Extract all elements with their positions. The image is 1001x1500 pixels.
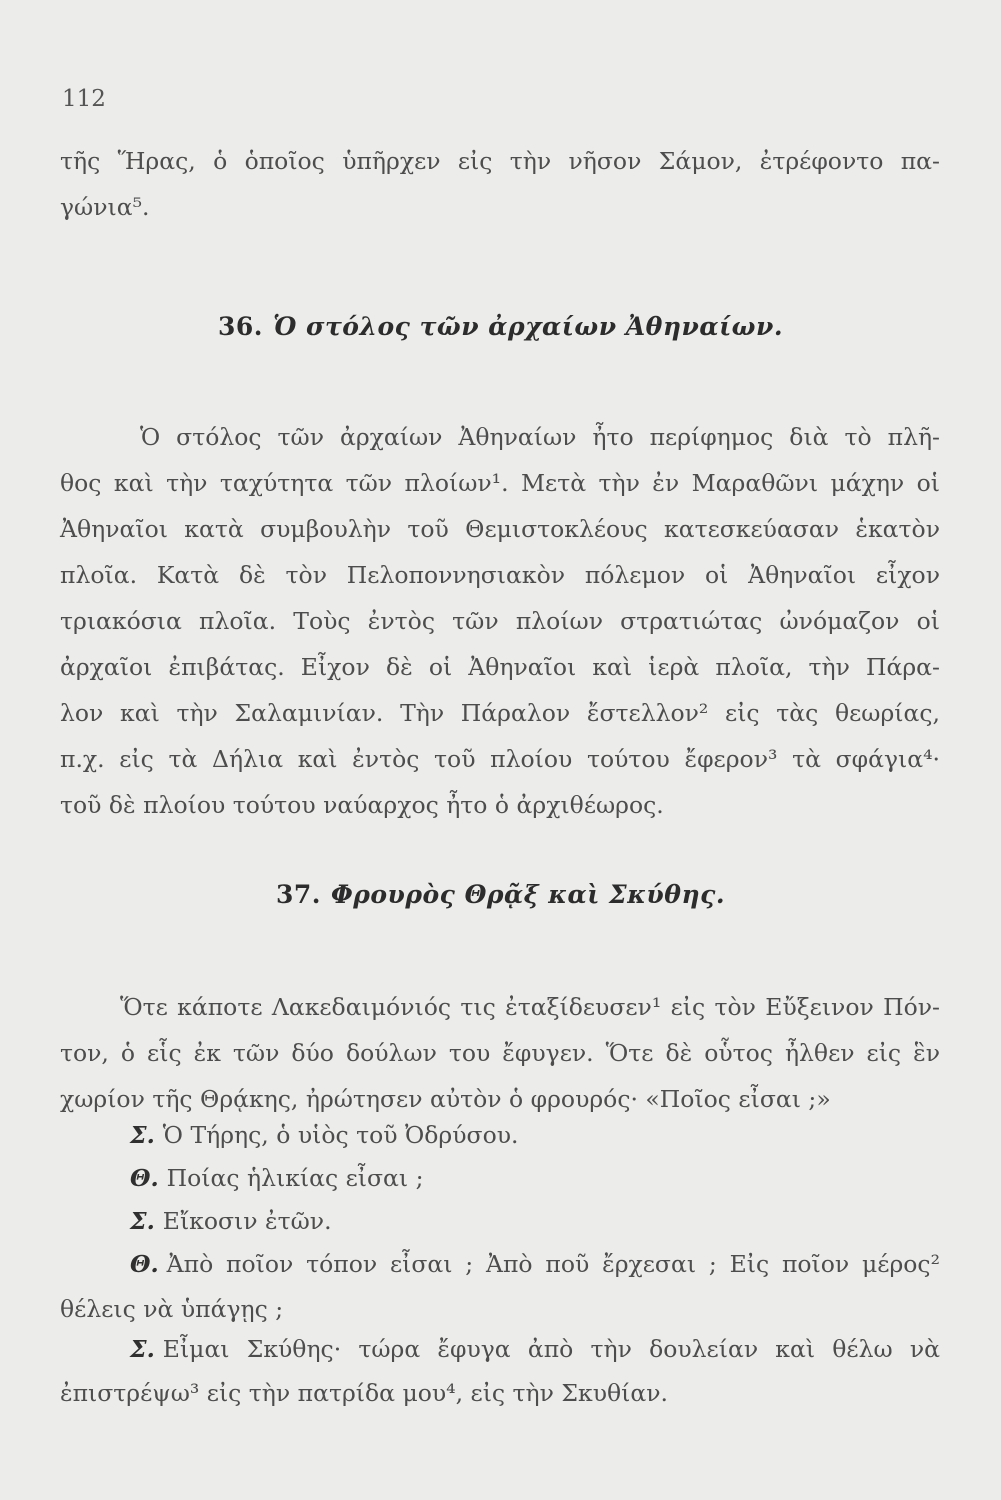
dialogue-line [130,1206,332,1236]
text-line: τοῦ δὲ πλοίου τούτου ναύαρχος ἦτο ὁ ἀρχιθέωρος. [60,791,664,819]
text-line: θος καὶ τὴν ταχύτητα τῶν πλοίων¹. Μετὰ τὴν ἐν Μαραθῶνι μάχην οἱ [60,469,940,497]
text-line: τριακόσια πλοῖα. Τοὺς ἐντὸς τῶν πλοίων στρατιώτας ὠνόμαζον οἱ [60,607,940,635]
dialogue-continuation: θέλεις νὰ ὑπάγῃς ; [60,1295,284,1323]
section-number: 37. [275,880,321,909]
section-title: Φρουρὸς Θρᾷξ καὶ Σκύθης. [330,880,726,909]
dialogue-text: Ἀπὸ ποῖον τόπον εἶσαι ; Ἀπὸ ποῦ ἔρχεσαι ; Εἰς ποῖον μέρος² [166,1250,940,1278]
section-heading-36 [0,312,1001,341]
text-line: Ὅτε κάποτε Λακεδαιμόνιός τις ἐταξίδευσεν¹ εἰς τὸν Εὔξεινον Πόν- [120,993,940,1021]
section-37-paragraph [60,992,940,1130]
dialogue-line [130,1163,424,1193]
text-line: Ὁ στόλος τῶν ἀρχαίων Ἀθηναίων ἦτο περίφημος διὰ τὸ πλῆ- [140,423,940,451]
dialogue-text: Εἴκοσιν ἐτῶν. [162,1207,332,1235]
dialogue-continuation: ἐπιστρέψω³ εἰς τὴν πατρίδα μου⁴, εἰς τὴν Σκυθίαν. [60,1379,668,1407]
text-line: τῆς Ἥρας, ὁ ὁποῖος ὑπῆρχεν εἰς τὴν νῆσον Σάμον, ἐτρέφοντο πα- [60,147,940,175]
section-36-paragraph [60,422,940,836]
section-number: 36. [217,312,263,341]
speaker-label: Σ. [130,1335,155,1363]
text-line: γώνια⁵. [60,193,150,221]
text-line: χωρίον τῆς Θρᾴκης, ἠρώτησεν αὐτὸν ὁ φρουρός· «Ποῖος εἶσαι ;» [60,1085,831,1113]
text-line: Ἀθηναῖοι κατὰ συμβουλὴν τοῦ Θεμιστοκλέους κατεσκεύασαν ἑκατὸν [60,515,940,543]
section-heading-37 [0,880,1001,909]
dialogue-line [130,1120,518,1150]
page-number: 112 [62,86,106,112]
dialogue-text: Ποίας ἡλικίας εἶσαι ; [166,1164,424,1192]
text-line: π.χ. εἰς τὰ Δήλια καὶ ἐντὸς τοῦ πλοίου τούτου ἔφερον³ τὰ σφάγια⁴· [60,745,940,773]
speaker-label: Θ. [130,1250,159,1278]
speaker-label: Σ. [130,1207,155,1235]
dialogue-line [130,1249,940,1279]
dialogue-text: Ὁ Τήρης, ὁ υἱὸς τοῦ Ὀδρύσου. [162,1121,519,1149]
text-line: ἀρχαῖοι ἐπιβάτας. Εἶχον δὲ οἱ Ἀθηναῖοι καὶ ἱερὰ πλοῖα, τὴν Πάρα- [60,653,940,681]
section-title: Ὁ στόλος τῶν ἀρχαίων Ἀθηναίων. [272,312,784,341]
speaker-label: Σ. [130,1121,155,1149]
text-line: τον, ὁ εἷς ἐκ τῶν δύο δούλων του ἔφυγεν. Ὅτε δὲ οὗτος ἦλθεν εἰς ἓν [60,1039,940,1067]
text-line: λον καὶ τὴν Σαλαμινίαν. Τὴν Πάραλον ἔστελλον² εἰς τὰς θεωρίας, [60,699,940,727]
intro-paragraph [60,146,940,222]
dialogue-line [130,1334,940,1364]
text-line: πλοῖα. Κατὰ δὲ τὸν Πελοποννησιακὸν πόλεμον οἱ Ἀθηναῖοι εἶχον [60,561,940,589]
dialogue-text: Εἶμαι Σκύθης· τώρα ἔφυγα ἀπὸ τὴν δουλείαν καὶ θέλω νὰ [162,1335,940,1363]
speaker-label: Θ. [130,1164,159,1192]
